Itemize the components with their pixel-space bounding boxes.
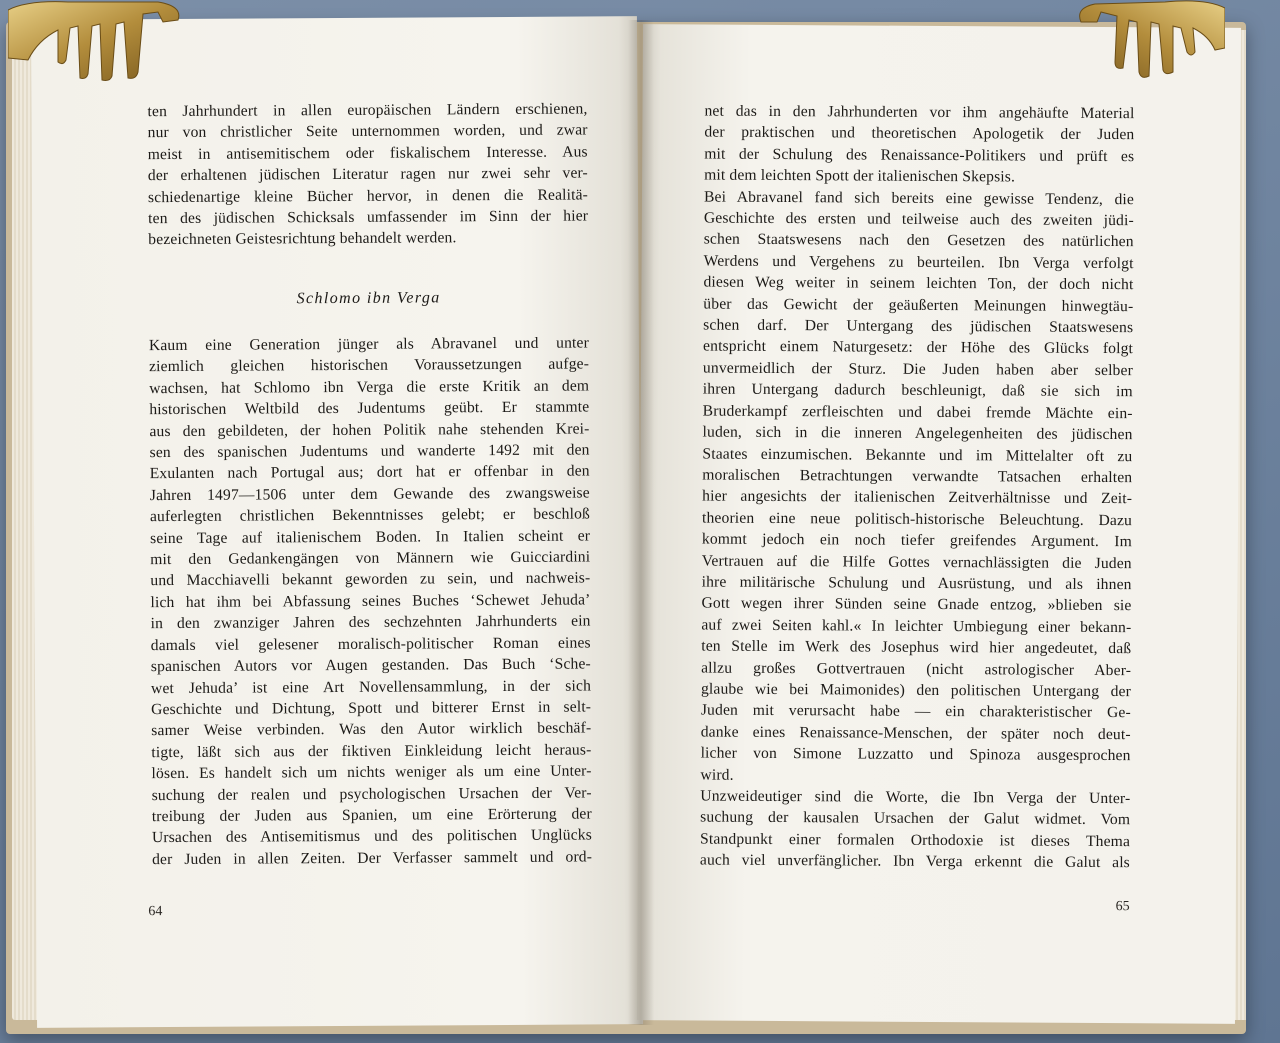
text-line: schiedenartige kleine Bücher hervor, in denen die Realitä-	[147, 186, 589, 206]
text-line: aus den gebildeten, der hohen Politik nahe stehenden Krei-	[149, 420, 590, 440]
text-line: luden, sich in die inneren Angelegenheiten des jüdischen	[702, 423, 1133, 444]
text-line: wird.	[700, 766, 734, 784]
right-page	[637, 24, 1241, 1024]
page-number-right: 65	[1115, 899, 1130, 915]
text-line: kommt jedoch ein noch tiefer greifendes Argument. Im	[701, 530, 1132, 551]
text-line: Gott wegen ihrer Sünden seine Gnade entzog, »blieben sie	[701, 594, 1132, 615]
text-line: Bruderkampf zerfleischten und dabei fremde Mächte ein-	[702, 402, 1133, 422]
text-line: glaube wie bei Maimonides) den politischen Untergang der	[700, 680, 1132, 701]
text-line: Kaum eine Generation jünger als Abravanel und unter	[148, 334, 589, 355]
text-line: suchung der realen und psychologischen Ursachen der Ver-	[151, 783, 592, 804]
text-line: auf zwei Seiten kahl.« In leichter Umbiegung einer bekann-	[701, 616, 1132, 636]
text-line: ten Jahrhundert in allen europäischen Ländern erschienen,	[147, 100, 588, 121]
text-line: auferlegten christlichen Bekenntnisses gelebt; er beschloß	[149, 505, 591, 526]
text-line: Standpunkt einer formalen Orthodoxie ist dieses Thema	[700, 830, 1131, 850]
text-line: nur von christlicher Seite unternommen worden, und zwar	[147, 121, 588, 142]
text-line: Unzweideutiger sind die Worte, die Ibn Verga der Unter-	[700, 787, 1131, 808]
text-line: lich hat ihm bei Abfassung seines Buches ‘Schewet Jehuda’	[150, 591, 591, 612]
left-page-intro-text	[147, 98, 588, 251]
text-line: Bei Abravanel fand sich bereits eine gewisse Tendenz, die	[703, 188, 1135, 208]
text-line: ihre militärische Schulung und Ausrüstung, und als ihnen	[701, 573, 1132, 594]
text-line: entspricht einem Naturgesetz: der Höhe des Glücks folgt	[703, 338, 1134, 358]
text-line: und Macchiavelli bekannt geworden zu sein, und nachweis-	[150, 569, 591, 590]
text-line: diesen Weg weiter in seinem leichten Ton, der doch nicht	[703, 273, 1134, 294]
text-line: moralischen Betrachtungen verwandte Tatsachen erhalten	[702, 466, 1133, 487]
text-line: treibung der Juden aus Spanien, um eine Erörterung der	[151, 805, 592, 826]
text-line: licher von Simone Luzzatto und Spinoza ausgesprochen	[700, 744, 1131, 765]
left-page	[31, 16, 643, 1028]
text-line: Staates einzumischen. Bekannte und im Mittelalter oft zu	[702, 445, 1133, 465]
text-line: ihren Untergang dadurch beschleunigt, daß sie sich im	[702, 380, 1133, 401]
text-line: tigte, läßt sich aus der fiktiven Einkleidung leicht heraus-	[151, 741, 592, 761]
text-line: theorien eine neue politisch-historische Beleuchtung. Dazu	[701, 509, 1133, 529]
text-line: samer Weise verbinden. Was den Autor wirklich beschäf-	[151, 719, 592, 740]
text-line: unvermeidlich der Sturz. Die Juden haben aber selber	[702, 359, 1133, 380]
text-line: damals viel gelesener moralisch-politischer Roman eines	[150, 634, 591, 654]
text-line: ziemlich gleichen historischen Voraussetzungen aufge-	[148, 355, 590, 376]
page-number-left: 64	[148, 904, 163, 920]
text-line: Jahren 1497—1506 unter dem Gewande des zwangsweise	[149, 484, 590, 504]
text-line: mit den Gedankengängen von Männern wie Guicciardini	[150, 548, 591, 569]
text-line: in den zwanziger Jahren des sechzehnten Jahrhunderts ein	[150, 612, 591, 633]
text-line: wet Jehuda’ ist eine Art Novellensammlung, in der sich	[150, 676, 592, 697]
text-line: ten des jüdischen Schicksals umfassender im Sinn der hier	[148, 207, 589, 228]
text-line: net das in den Jahrhunderten vor ihm angehäufte Material	[704, 102, 1135, 123]
book-gutter	[628, 20, 654, 1025]
section-heading: Schlomo ibn Verga	[296, 289, 441, 308]
brass-hand-clip-left	[8, 0, 188, 82]
text-line: der Juden in allen Zeiten. Der Verfasser sammelt und ord-	[152, 848, 593, 868]
text-line: mit der Schulung des Renaissance-Politikers und prüft es	[704, 145, 1135, 165]
text-line: bezeichneten Geistesrichtung behandelt werden.	[148, 229, 457, 249]
text-line: seine Tage auf italienischem Boden. In Italien scheint er	[150, 527, 591, 547]
text-line: der praktischen und theoretischen Apologetik der Juden	[704, 123, 1135, 144]
text-line: ten Stelle im Werk des Josephus wird hier angedeutet, daß	[701, 637, 1132, 658]
text-line: schen darf. Der Untergang des jüdischen Staatswesens	[703, 316, 1134, 337]
text-line: danke eines Renaissance-Menschen, der später noch deut-	[700, 723, 1131, 743]
text-line: Vertrauen auf die Hilfe Gottes vernachlässigten die Juden	[701, 552, 1132, 572]
text-line: Ursachen des Antisemitismus und des politischen Unglücks	[151, 826, 592, 847]
text-line: historischen Weltbild des Judentums geübt. Er stammte	[149, 398, 590, 419]
text-line: allzu großes Gottvertrauen (nicht astrologischer Aber-	[701, 659, 1132, 679]
left-page-body-text	[149, 332, 592, 870]
brass-hand-clip-right	[1075, 0, 1225, 82]
text-line: meist in antisemitischem oder fiskalischem Interesse. Aus	[147, 143, 588, 163]
text-line: Exulanten nach Portugal aus; dort hat er offenbar in den	[149, 462, 590, 483]
text-line: spanischen Autors vor Augen gestanden. Das Buch ‘Sche-	[150, 655, 591, 676]
text-line: Juden mit verursacht habe — ein charakteristischer Ge-	[700, 701, 1131, 722]
text-line: suchung der kausalen Ursachen der Galut widmet. Vom	[700, 808, 1131, 829]
text-line: Werdens und Vergehens zu beurteilen. Ibn Verga verfolgt	[703, 252, 1134, 273]
text-line: schen Staatswesens nach den Gesetzen des natürlichen	[703, 230, 1134, 251]
text-line: Geschichte und Dichtung, Spott und bitterer Ernst in selt-	[151, 698, 592, 719]
text-line: der erhaltenen jüdischen Literatur ragen nur zwei sehr ver-	[147, 164, 588, 185]
text-line: Geschichte des ersten und teilweise auch des zweiten jüdi-	[703, 209, 1134, 230]
text-line: über das Gewicht der geäußerten Meinungen hinwegtäu-	[703, 295, 1134, 315]
text-line: lösen. Es handelt sich um nichts weniger als um eine Unter-	[151, 762, 592, 783]
text-line: wachsen, hat Schlomo ibn Verga die erste Kritik an dem	[149, 377, 590, 397]
text-line: mit dem leichten Spott der italienischen Skepsis.	[704, 166, 1016, 186]
text-line: hier angesichts der italienischen Zeitverhältnisse und Zeit-	[702, 487, 1133, 508]
text-line: auch viel unverfänglicher. Ibn Verga erkennt die Galut als	[699, 851, 1130, 872]
text-line: sen des spanischen Judentums und wanderte 1492 mit den	[149, 441, 590, 462]
right-page-body-text	[700, 101, 1135, 874]
